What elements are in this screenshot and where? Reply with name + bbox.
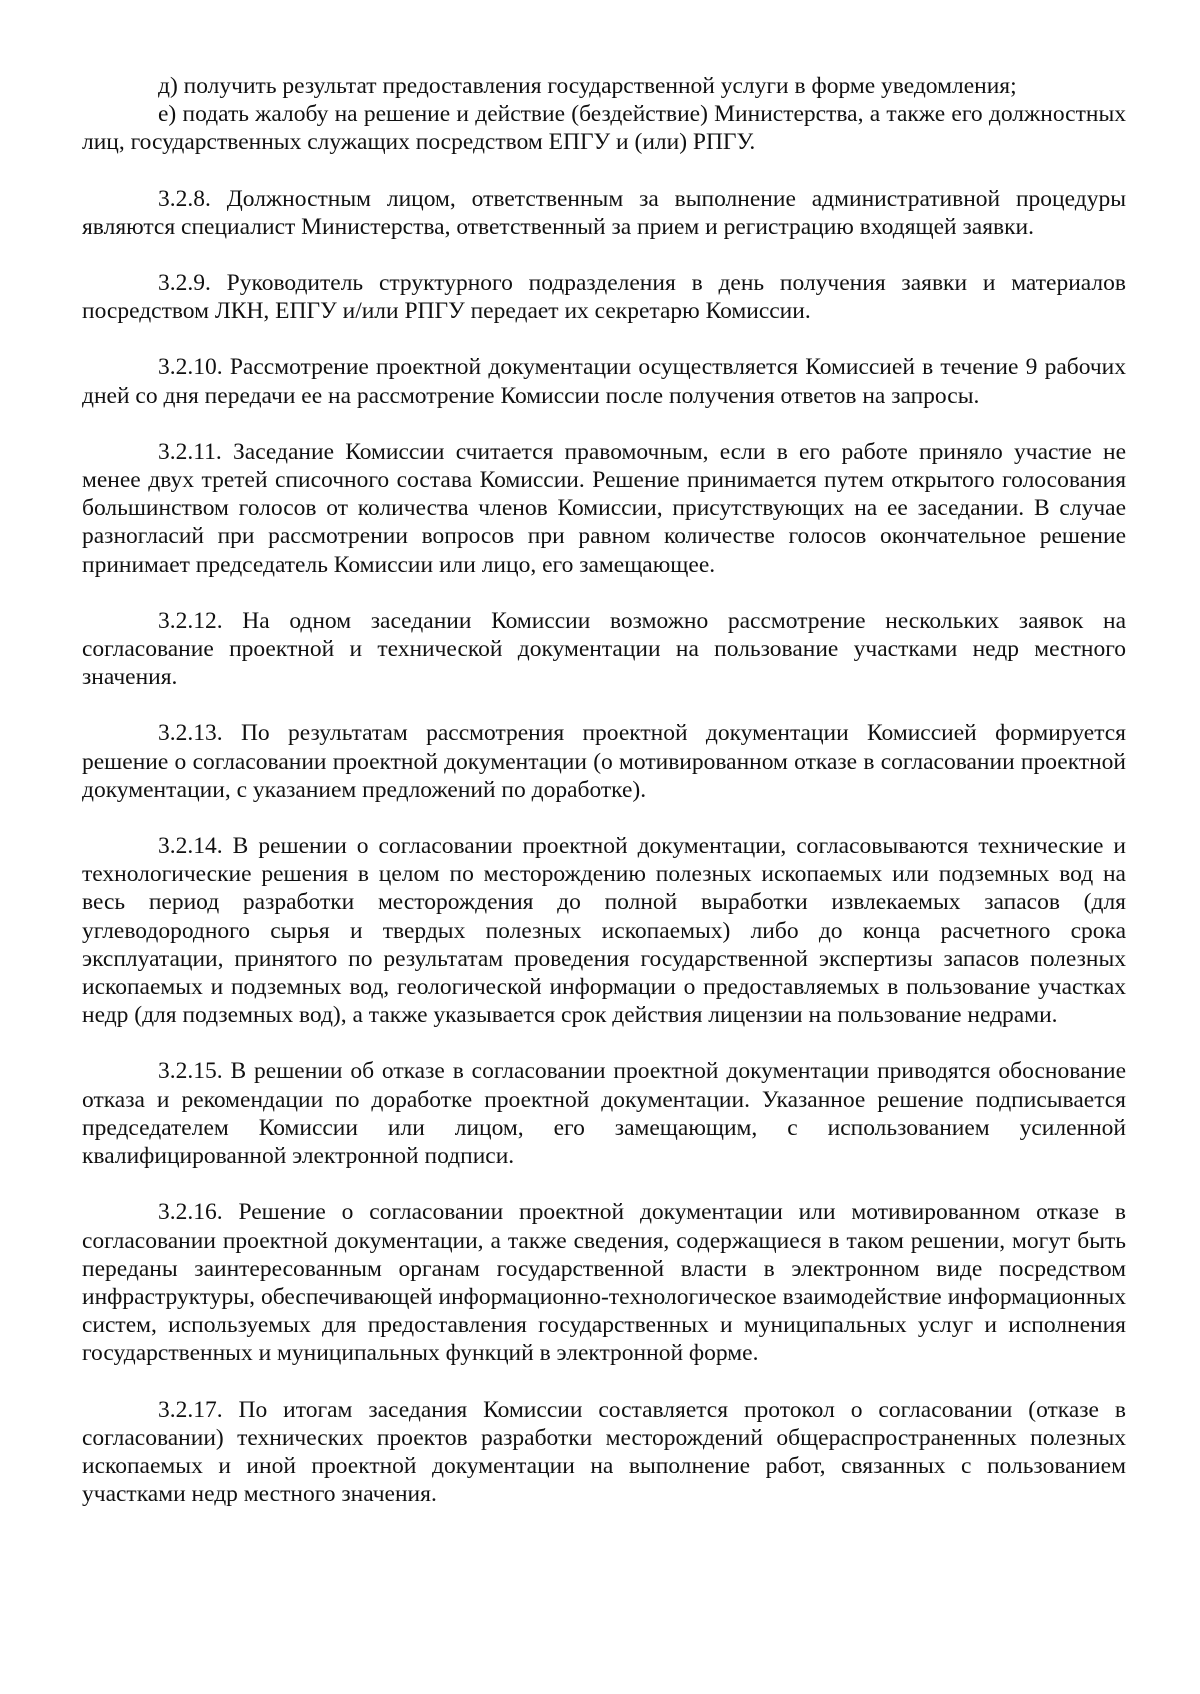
paragraph-3-2-10: 3.2.10. Рассмотрение проектной документации осуществляется Комиссией в течение 9 рабочих дней со дня передачи ее на рассмотрение Комиссии после получения ответов на запросы. [82,354,1126,409]
paragraph-3-2-11: 3.2.11. Заседание Комиссии считается правомочным, если в его работе приняло участие не менее двух третей списочного состава Комиссии. Решение принимается путем открытого голосования большинством голосов от количества членов Комиссии, присутствующих на ее заседании. В случае разногласий при рассмотрении вопросов при равном количестве голосов окончательное решение принимает председатель Комиссии или лицо, его замещающее. [82,438,1126,578]
paragraph-3-2-16: 3.2.16. Решение о согласовании проектной документации или мотивированном отказе в согласовании проектной документации, а также сведения, содержащиеся в таком решении, могут быть переданы заинтересованным органам государственной власти в электронном виде посредством инфраструктуры, обеспечивающей информационно-технологическое взаимодействие информационных систем, используемых для предоставления государственных и муниципальных услуг и исполнения государственных и муниципальных функций в электронной форме. [82,1199,1126,1367]
document-body [82,72,1126,1508]
paragraph-3-2-8: 3.2.8. Должностным лицом, ответственным за выполнение административной процедуры являются специалист Министерства, ответственный за прием и регистрацию входящей заявки. [82,185,1126,240]
paragraph-3-2-9: 3.2.9. Руководитель структурного подразделения в день получения заявки и материалов посредством ЛКН, ЕПГУ и/или РПГУ передает их секретарю Комиссии. [82,270,1126,325]
paragraph-3-2-13: 3.2.13. По результатам рассмотрения проектной документации Комиссией формируется решение о согласовании проектной документации (о мотивированном отказе в согласовании проектной документации, с указанием предложений по доработке). [82,720,1126,803]
paragraph-3-2-12: 3.2.12. На одном заседании Комиссии возможно рассмотрение нескольких заявок на согласование проектной и технической документации на пользование участками недр местного значения. [82,607,1126,691]
paragraph-item-d: д) получить результат предоставления государственной услуги в форме уведомления; [158,73,1017,99]
paragraph-3-2-17: 3.2.17. По итогам заседания Комиссии составляется протокол о согласовании (отказе в согласовании) технических проектов разработки месторождений общераспространенных полезных ископаемых и иной проектной документации на выполнение работ, связанных с пользованием участками недр местного значения. [82,1396,1126,1508]
paragraph-3-2-14: 3.2.14. В решении о согласовании проектной документации, согласовываются технические и технологические решения в целом по месторождению полезных ископаемых или подземных вод на весь период разработки месторождения до полной выработки извлекаемых запасов (для углеводородного сырья и твердых полезных ископаемых) либо до конца расчетного срока эксплуатации, принятого по результатам проведения государственной экспертизы запасов полезных ископаемых и подземных вод, геологической информации о предоставляемых в пользование участках недр (для подземных вод), а также указывается срок действия лицензии на пользование недрами. [82,833,1126,1029]
paragraph-3-2-15: 3.2.15. В решении об отказе в согласовании проектной документации приводятся обоснование отказа и рекомендации по доработке проектной документации. Указанное решение подписывается председателем Комиссии или лицом, его замещающим, с использованием усиленной квалифицированной электронной подписи. [82,1058,1126,1170]
paragraph-item-e: е) подать жалобу на решение и действие (бездействие) Министерства, а также его должностных лиц, государственных служащих посредством ЕПГУ и (или) РПГУ. [82,101,1126,156]
